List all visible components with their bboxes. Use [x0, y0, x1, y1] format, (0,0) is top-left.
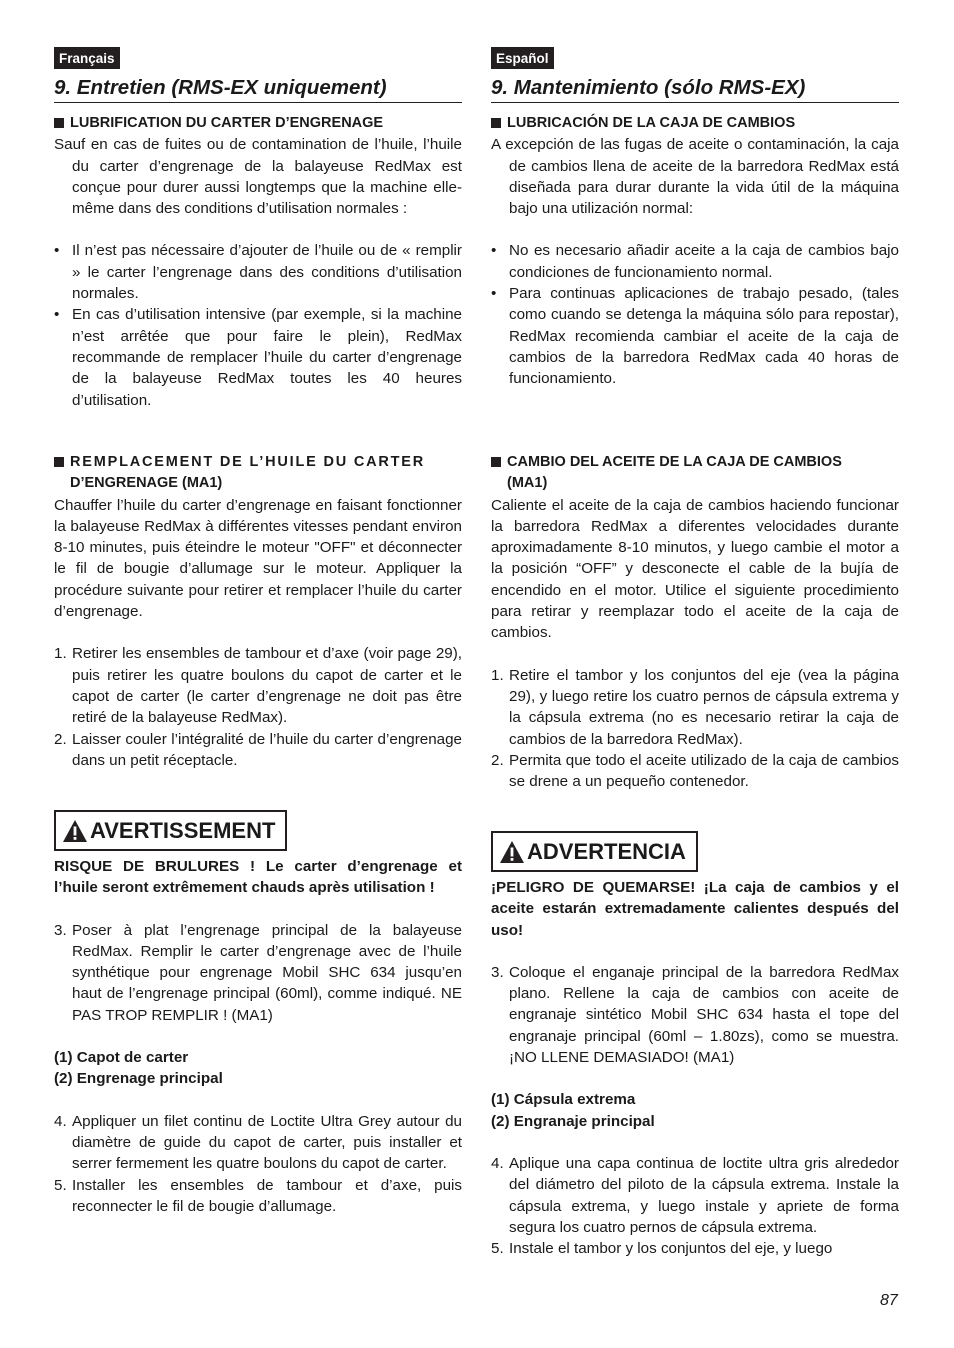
square-bullet-icon	[54, 457, 64, 467]
oil-replacement-section	[54, 452, 462, 771]
subsection-heading: CAMBIO DEL ACEITE DE LA CAJA DE CAMBIOS (MA1)	[491, 452, 899, 495]
square-bullet-icon	[54, 118, 64, 128]
list-item: 3. Poser à plat l’engrenage principal de la balayeuse RedMax. Remplir le carter d’engrenage avec de l’huile synthétique pour engrenage Mobil SHC 634 jusqu’en haut de l’engrenage principal (60ml), comme indiqué. NE PAS TROP REMPLIR ! (MA1)	[54, 921, 462, 1024]
paragraph: Sauf en cas de fuites ou de contamination de l’huile, l’huile du carter d’engrenage de la balayeuse RedMax est conçue pour durer aussi longtemps que la machine elle-même dans des conditions d’utilisation normales :	[54, 136, 462, 218]
subsection-heading: LUBRIFICATION DU CARTER D’ENGRENAGE	[54, 113, 462, 134]
list-item: 4. Appliquer un filet continu de Loctite Ultra Grey autour du diamètre de guide du capot de carter, puis installer et serrer fermement les quatre boulons du capot de carter.	[54, 1112, 462, 1173]
subsection-heading: LUBRICACIÓN DE LA CAJA DE CAMBIOS	[491, 113, 899, 134]
language-badge: Français	[54, 47, 120, 69]
warning-label: ADVERTENCIA	[527, 838, 686, 864]
square-bullet-icon	[491, 118, 501, 128]
lubrication-section	[491, 113, 899, 390]
warning-text: RISQUE DE BRULURES ! Le carter d’engrenage et l’huile seront extrêmement chauds après utilisation !	[54, 858, 462, 897]
list-item: 1. Retirer les ensembles de tambour et d’axe (voir page 29), puis retirer les quatre boulons du capot de carter et le capot de carter (le carter d’engrenage ne doit pas être retiré de la balayeuse RedMax).	[54, 645, 462, 727]
list-item: 5. Instale el tambor y los conjuntos del eje, y luego	[491, 1240, 833, 1258]
page-number: 87	[880, 1292, 898, 1309]
paragraph: Chauffer l’huile du carter d’engrenage en faisant fonctionner la balayeuse RedMax à différentes vitesses pendant environ 8-10 minutes, puis éteindre le moteur "OFF" et déconnecter le fil de bougie d’allumage sur le moteur. Appliquer la procédure suivante pour retirer et remplacer l’huile du carter d’engrenage.	[54, 496, 462, 621]
paragraph: A excepción de las fugas de aceite o contaminación, la caja de cambios llena de aceite de la barredora RedMax está diseñada para durar durante la vida útil de la máquina bajo una utilización normal:	[491, 136, 899, 218]
oil-replacement-section	[491, 452, 899, 792]
list-item: • Il n’est pas nécessaire d’ajouter de l’huile ou de « remplir » le carter l’engrenage dans des conditions d’utilisation normales.	[54, 242, 462, 303]
warning-text: ¡PELIGRO DE QUEMARSE! ¡La caja de cambios y el aceite estarán extremadamente calientes después del uso!	[491, 879, 899, 939]
list-item: 4. Aplique una capa continua de loctite ultra gris alrededor del diámetro del piloto de la cápsula extrema. Instale la cápsula extrema, y luego instale y apriete de forma segura los cuatro pernos de cápsula extrema.	[491, 1154, 899, 1236]
language-badge: Español	[491, 47, 554, 69]
square-bullet-icon	[491, 457, 501, 467]
legend-item: (1) Capot de carter	[54, 1049, 189, 1067]
warning-triangle-icon	[499, 840, 525, 864]
subsection-heading: REMPLACEMENT DE L’HUILE DU CARTER D’ENGRENAGE (MA1)	[54, 452, 462, 495]
warning-box	[54, 810, 287, 851]
legend-item: (2) Engrenage principal	[54, 1070, 223, 1088]
section-title: 9. Mantenimiento (sólo RMS-EX)	[491, 74, 899, 103]
legend-item: (2) Engranaje principal	[491, 1112, 655, 1130]
list-item: 1. Retire el tambor y los conjuntos del eje (vea la página 29), y luego retire los cuatro pernos de cápsula extrema y la cápsula extrema (no es necesario retirar la caja de cambios de la barredora RedMax).	[491, 666, 899, 748]
warning-label: AVERTISSEMENT	[90, 817, 276, 843]
list-item: 5. Installer les ensembles de tambour et d’axe, puis reconnecter le fil de bougie d’allumage.	[54, 1176, 462, 1215]
warning-continuation	[54, 856, 462, 1217]
list-item: • No es necesario añadir aceite a la caja de cambios bajo condiciones de funcionamiento normal.	[491, 242, 899, 281]
list-item: 3. Coloque el enganaje principal de la barredora RedMax plano. Rellene la caja de cambios con aceite de engranaje sintético Mobil SHC 634 hasta el tope del engranaje principal (60ml – 1.80zs), como se muestra. ¡NO LLENE DEMASIADO! (MA1)	[491, 963, 899, 1067]
legend-item: (1) Cápsula extrema	[491, 1091, 636, 1109]
warning-triangle-icon	[62, 819, 88, 843]
list-item: • En cas d’utilisation intensive (par exemple, si la machine n’est arrêtée que pour faire le plein), RedMax recommande de remplacer l’huile du carter d’engrenage de la balayeuse RedMax toutes les 40 heures d’utilisation.	[54, 306, 462, 409]
lubrication-section	[54, 113, 462, 411]
section-title: 9. Entretien (RMS-EX uniquement)	[54, 74, 462, 103]
list-item: 2. Permita que todo el aceite utilizado de la caja de cambios se drene a un pequeño contenedor.	[491, 751, 899, 791]
paragraph: Caliente el aceite de la caja de cambios haciendo funcionar la barredora RedMax a diferentes velocidades durante aproximadamente 8-10 minutos, y luego cambie el motor a la posición “OFF” y desconecte el cable de la bujía de encendido en el motor. Utilice el siguiente procedimiento para retirar y reemplazar todo el aceite de la caja de cambios.	[491, 496, 899, 642]
list-item: 2. Laisser couler l’intégralité de l’huile du carter d’engrenage dans un petit réceptacle.	[54, 730, 462, 769]
warning-continuation	[491, 877, 899, 1259]
list-item: • Para continuas aplicaciones de trabajo pesado, (tales como cuando se detenga la máquina sólo para repostar), RedMax recomienda cambiar el aceite de la caja de cambios de la barredora RedMax cada 40 horas de funcionamiento.	[491, 285, 899, 388]
warning-box	[491, 831, 698, 872]
